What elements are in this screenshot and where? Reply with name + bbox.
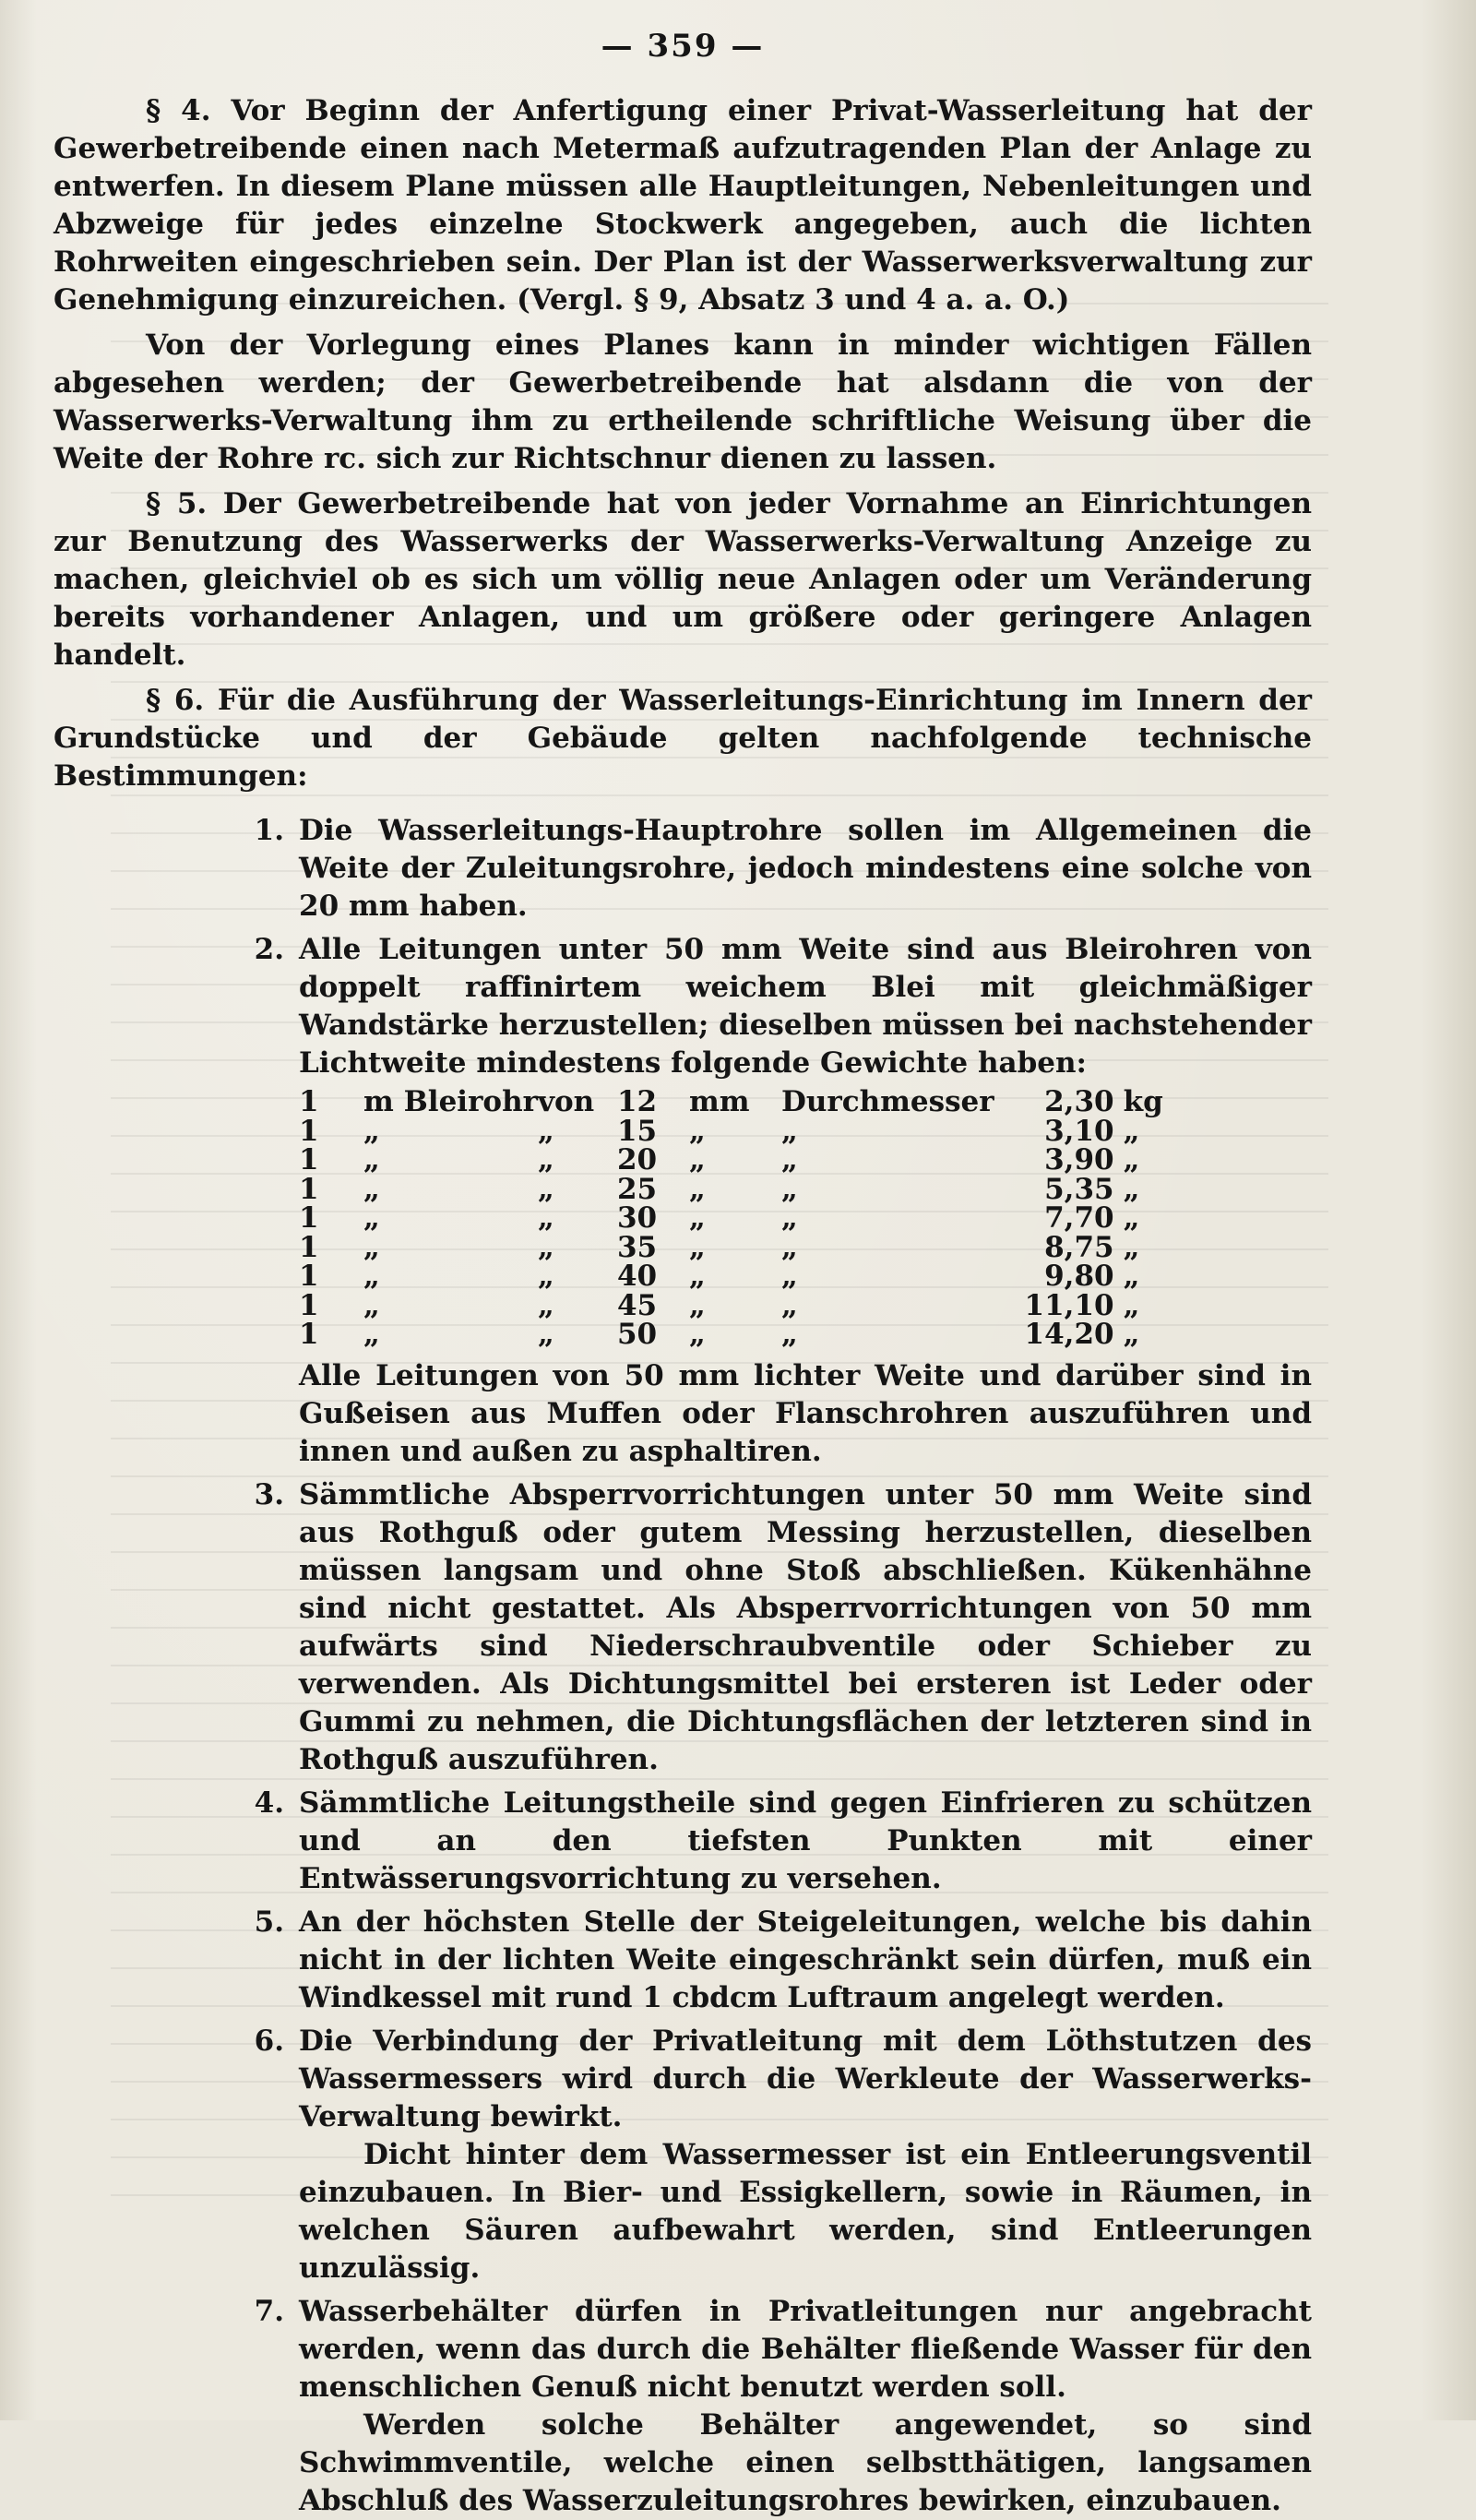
table-cell: 1 — [299, 1201, 319, 1235]
item-number: 4. — [254, 1785, 284, 1820]
table-cell: 11,10 — [1024, 1288, 1114, 1322]
table-cell: „ — [537, 1114, 554, 1148]
table-cell: 9,80 — [1044, 1260, 1114, 1293]
table-cell: „ — [1123, 1230, 1140, 1264]
paragraph-s5: § 5. Der Gewerbetreibende hat von jeder Vornahme an Einrichtungen zur Benutzung des Wasserwerks der Wasserwerks-Verwaltung Anzeige zu machen, gleichviel ob es sich um völlig neue Anlagen oder um Veränderung bereits vorhandener Anlagen, und um größere oder geringere Anlagen handelt. — [54, 487, 1312, 672]
cast-iron-note: Alle Leitungen von 50 mm lichter Weite und darüber sind in Gußeisen aus Muffen oder Flanschrohren auszuführen und innen und außen zu asphaltiren. — [299, 1358, 1312, 1468]
item-number: 1. — [254, 814, 284, 847]
table-row — [299, 1088, 1163, 1117]
table-cell: 5,35 — [1044, 1172, 1114, 1206]
table-cell: „ — [688, 1230, 706, 1264]
paragraph-s4-b: Von der Vorlegung eines Planes kann in minder wichtigen Fällen abgesehen werden; der Gewerbetreibende hat alsdann die von der Wasserwerks-Verwaltung ihm zu ertheilende schriftliche Weisung über die Weite der Rohre rc. sich zur Richtschnur dienen zu lassen. — [54, 328, 1312, 475]
table-cell: „ — [537, 1143, 554, 1176]
table-row — [299, 1204, 1163, 1234]
item-text: An der höchsten Stelle der Steigeleitungen, welche bis dahin nicht in der lichten Weite eingeschränkt sein dürfen, muß ein Windkessel mit rund 1 cbdcm Luftraum angelegt werden. — [299, 1905, 1312, 2014]
table-cell: „ — [780, 1143, 798, 1176]
list-item — [54, 2023, 1312, 2287]
table-cell: 3,10 — [1044, 1114, 1114, 1148]
item-text: Alle Leitungen unter 50 mm Weite sind aus Bleirohren von doppelt raffinirtem weichem Blei mit gleichmäßiger Wandstärke herzustellen; dieselben müssen bei nachstehender Lichtweite mindestens folgende Gewichte haben: — [299, 933, 1312, 1080]
table-cell: von — [537, 1085, 595, 1118]
table-cell: „ — [1123, 1318, 1140, 1351]
table-cell: „ — [780, 1230, 798, 1264]
table-cell: 8,75 — [1044, 1230, 1114, 1264]
table-cell: „ — [537, 1172, 554, 1206]
table-cell: „ — [780, 1260, 798, 1293]
table-cell: „ — [780, 1288, 798, 1322]
table-cell: mm — [688, 1085, 750, 1118]
table-cell: „ — [780, 1172, 798, 1206]
table-cell: „ — [363, 1318, 380, 1351]
table-row — [299, 1292, 1163, 1321]
item-number: 5. — [254, 1905, 284, 1939]
table-row — [299, 1176, 1163, 1205]
item-number: 2. — [254, 933, 284, 966]
table-cell: „ — [1123, 1260, 1140, 1293]
table-cell: „ — [363, 1114, 380, 1148]
table-cell: 1 — [299, 1085, 319, 1118]
table-cell: 30 — [616, 1201, 658, 1235]
table-row — [299, 1117, 1163, 1147]
paragraph-s6: § 6. Für die Ausführung der Wasserleitungs-Einrichtung im Innern der Grundstücke und der Gebäude gelten nachfolgende technische Bestimmungen: — [54, 684, 1312, 793]
table-cell: „ — [1123, 1114, 1140, 1148]
table-cell: „ — [363, 1260, 380, 1293]
table-cell: „ — [1123, 1172, 1140, 1206]
table-cell: „ — [780, 1114, 798, 1148]
table-cell: „ — [363, 1288, 380, 1322]
page-number: — 359 — — [601, 28, 765, 65]
list-item — [54, 1904, 1312, 2017]
table-cell: 40 — [616, 1260, 658, 1293]
table-cell: Durchmesser — [780, 1085, 994, 1118]
table-cell: „ — [537, 1260, 554, 1293]
item-text: Die Verbindung der Privatleitung mit dem Löthstutzen des Wassermessers wird durch die Werkleute der Wasserwerks-Verwaltung bewirkt. — [299, 2024, 1312, 2133]
list-item — [54, 931, 1312, 1471]
item-text-continued: Dicht hinter dem Wassermesser ist ein Entleerungsventil einzubauen. In Bier- und Essigkellern, sowie in Räumen, in welchen Säuren aufbewahrt werden, sind Entleerungen unzulässig. — [299, 2137, 1312, 2285]
table-cell: „ — [1123, 1143, 1140, 1176]
table-cell: 1 — [299, 1318, 319, 1351]
table-cell: „ — [688, 1201, 706, 1235]
item-text: Sämmtliche Absperrvorrichtungen unter 50 mm Weite sind aus Rothguß oder gutem Messing herzustellen, dieselben müssen langsam und ohne Stoß abschließen. Kükenhähne sind nicht gestattet. Als Absperrvorrichtungen von 50 mm aufwärts sind Niederschraubventile oder Schieber zu verwenden. Als Dichtungsmittel bei ersteren ist Leder oder Gummi zu nehmen, die Dichtungsflächen der letzteren sind in Rothguß auszuführen. — [299, 1477, 1312, 1776]
table-cell: 2,30 — [1044, 1085, 1114, 1118]
table-cell: 14,20 — [1024, 1318, 1114, 1351]
pipe-weight-table — [299, 1085, 1163, 1351]
table-cell: „ — [363, 1143, 380, 1176]
item-number: 7. — [254, 2294, 284, 2328]
table-cell: 7,70 — [1044, 1201, 1114, 1235]
table-cell: „ — [1123, 1288, 1140, 1322]
table-cell: „ — [688, 1260, 706, 1293]
table-cell: 1 — [299, 1288, 319, 1322]
table-cell: „ — [780, 1201, 798, 1235]
table-cell: 45 — [616, 1288, 658, 1322]
technical-provisions-list — [54, 812, 1312, 2520]
list-item — [54, 1785, 1312, 1898]
table-cell: 35 — [616, 1230, 658, 1264]
list-item — [54, 1476, 1312, 1779]
table-cell: „ — [688, 1318, 706, 1351]
table-cell: „ — [537, 1201, 554, 1235]
table-cell: „ — [363, 1201, 380, 1235]
item-text-continued: Werden solche Behälter angewendet, so sind Schwimmventile, welche einen selbstthätigen, langsamen Abschluß des Wasserzuleitungsrohres bewirken, einzubauen. — [299, 2407, 1312, 2517]
table-cell: 1 — [299, 1143, 319, 1176]
table-row — [299, 1234, 1163, 1263]
table-cell: „ — [688, 1288, 706, 1322]
table-cell: „ — [688, 1143, 706, 1176]
item-text: Sämmtliche Leitungstheile sind gegen Einfrieren zu schützen und an den tiefsten Punkten mit einer Entwässerungsvorrichtung zu versehen. — [299, 1785, 1312, 1895]
table-cell: „ — [1123, 1201, 1140, 1235]
table-cell: 12 — [616, 1085, 658, 1118]
table-cell: „ — [363, 1172, 380, 1206]
list-item — [54, 812, 1312, 926]
table-cell: 1 — [299, 1230, 319, 1264]
item-number: 3. — [254, 1477, 284, 1511]
table-cell: „ — [688, 1172, 706, 1206]
table-cell: 3,90 — [1044, 1143, 1114, 1176]
table-cell: 1 — [299, 1172, 319, 1206]
table-cell: m Bleirohr — [363, 1085, 538, 1118]
table-row — [299, 1320, 1163, 1350]
table-cell: „ — [688, 1114, 706, 1148]
item-number: 6. — [254, 2024, 284, 2058]
table-cell: „ — [537, 1230, 554, 1264]
table-cell: „ — [537, 1288, 554, 1322]
table-cell: 25 — [616, 1172, 658, 1206]
table-cell: 20 — [616, 1143, 658, 1176]
table-row — [299, 1146, 1163, 1176]
paragraph-s4-a: § 4. Vor Beginn der Anfertigung einer Privat-Wasserleitung hat der Gewerbetreibende einen nach Metermaß aufzutragenden Plan der Anlage zu entwerfen. In diesem Plane müssen alle Hauptleitungen, Nebenleitungen und Abzweige für jedes einzelne Stockwerk angegeben, auch die lichten Rohrweiten eingeschrieben sein. Der Plan ist der Wasserwerksverwaltung zur Genehmigung einzureichen. (Vergl. § 9, Absatz 3 und 4 a. a. O.) — [54, 94, 1312, 316]
table-cell: kg — [1123, 1085, 1163, 1118]
table-cell: 50 — [616, 1318, 658, 1351]
table-row — [299, 1262, 1163, 1292]
table-cell: „ — [537, 1318, 554, 1351]
item-text: Die Wasserleitungs-Hauptrohre sollen im Allgemeinen die Weite der Zuleitungsrohre, jedoch mindestens eine solche von 20 mm haben. — [299, 814, 1312, 923]
table-cell: „ — [363, 1230, 380, 1264]
table-cell: 15 — [616, 1114, 658, 1148]
table-cell: 1 — [299, 1114, 319, 1148]
list-item — [54, 2293, 1312, 2520]
table-cell: 1 — [299, 1260, 319, 1293]
table-cell: „ — [780, 1318, 798, 1351]
item-text: Wasserbehälter dürfen in Privatleitungen nur angebracht werden, wenn das durch die Behälter fließende Wasser für den menschlichen Genuß nicht benutzt werden soll. — [299, 2294, 1312, 2404]
